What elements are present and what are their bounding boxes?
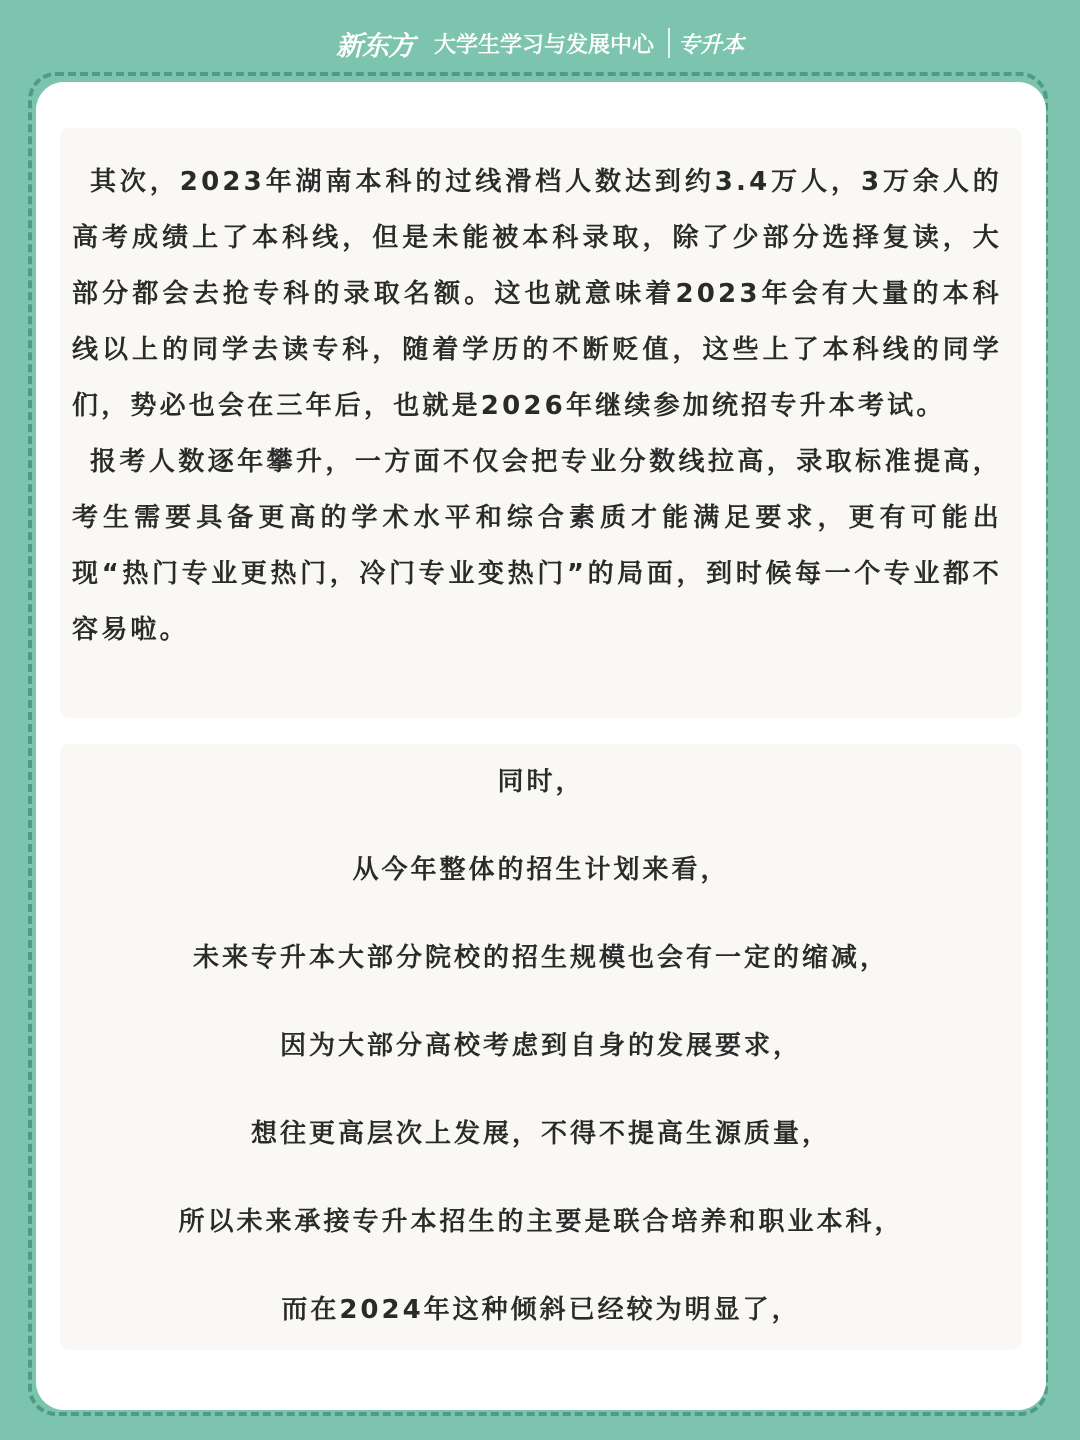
program-name: 专升本 xyxy=(678,32,745,58)
centered-line: 从今年整体的招生计划来看， xyxy=(352,855,730,885)
header-divider xyxy=(668,28,670,58)
centered-line: 同时， xyxy=(497,767,585,797)
centered-line: 想往更高层次上发展，不得不提高生源质量， xyxy=(250,1119,831,1149)
text-panel-bottom xyxy=(60,744,1022,1350)
text-panel-top xyxy=(60,128,1022,718)
centered-line: 所以未来承接专升本招生的主要是联合培养和职业本科， xyxy=(178,1207,904,1237)
brand-logo: 新东方 xyxy=(335,30,414,62)
paragraph: 报考人数逐年攀升，一方面不仅会把专业分数线拉高，录取标准提高，考生需要具备更高的学术水平和综合素质才能满足要求，更有可能出现“热门专业更热门，冷门专业变热门”的局面，到时候每一个专业都不容易啦。 xyxy=(72,447,1002,645)
centered-line: 而在2024年这种倾斜已经较为明显了， xyxy=(281,1295,801,1325)
brand-header xyxy=(0,18,1080,68)
centered-line: 未来专升本大部分院校的招生规模也会有一定的缩减， xyxy=(192,943,889,973)
paragraph: 其次，2023年湖南本科的过线滑档人数达到约3.4万人，3万余人的高考成绩上了本科线，但是未能被本科录取，除了少部分选择复读，大部分都会去抢专科的录取名额。这也就意味着2023年会有大量的本科线以上的同学去读专科，随着学历的不断贬值，这些上了本科线的同学们，势必也会在三年后，也就是2026年继续参加统招专升本考试。 xyxy=(72,167,1002,421)
centered-line: 因为大部分高校考虑到自身的发展要求， xyxy=(279,1031,802,1061)
center-name: 大学生学习与发展中心 xyxy=(433,32,654,58)
